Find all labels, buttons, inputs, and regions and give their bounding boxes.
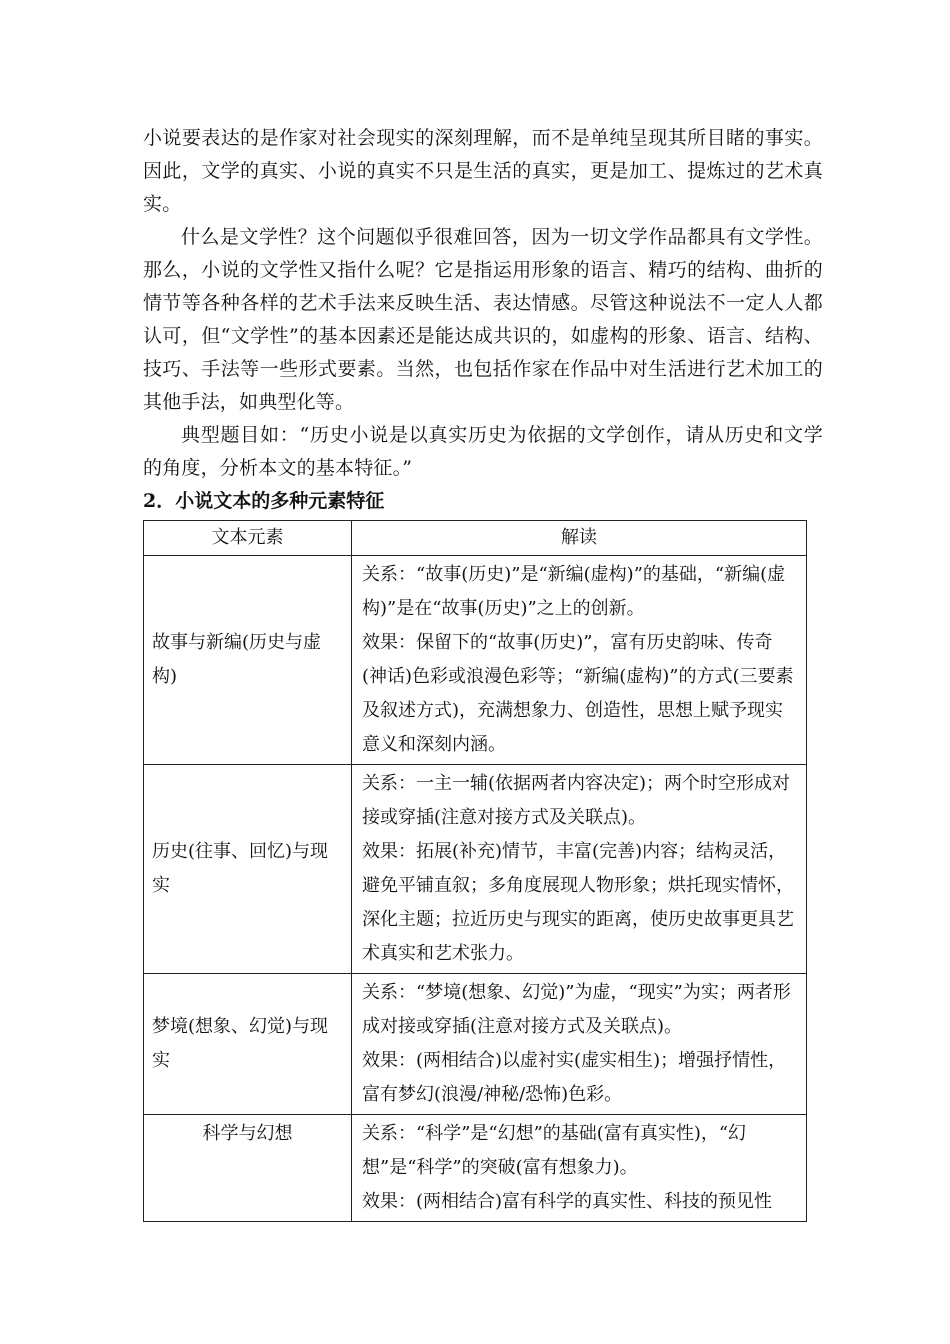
header-element: 文本元素 (144, 521, 352, 556)
element-cell: 梦境(想象、幻觉)与现实 (144, 974, 352, 1115)
effect-text: 效果：(两相结合)富有科学的真实性、科技的预见性 (362, 1191, 773, 1212)
element-cell: 科学与幻想 (144, 1115, 352, 1222)
interpretation-cell (352, 1115, 807, 1222)
table-row (144, 556, 807, 765)
table-row (144, 765, 807, 974)
effect-text: 效果：保留下的“故事(历史)”，富有历史韵味、传奇(神话)色彩或浪漫色彩等；“新编(虚构)”的方式(三要素及叙述方式)，充满想象力、创造性，思想上赋予现实意义和深刻内涵。 (362, 632, 794, 755)
elements-table (143, 520, 807, 1222)
header-interpretation: 解读 (352, 521, 807, 556)
effect-text: 效果：拓展(补充)情节，丰富(完善)内容；结构灵活，避免平铺直叙；多角度展现人物形象；烘托现实情怀，深化主题；拉近历史与现实的距离，使历史故事更具艺术真实和艺术张力。 (362, 841, 794, 964)
interpretation-cell (352, 556, 807, 765)
relation-text: 关系：一主一辅(依据两者内容决定)；两个时空形成对接或穿插(注意对接方式及关联点)。 (362, 773, 791, 828)
interpretation-cell (352, 765, 807, 974)
paragraph-typical-question: 典型题目如：“历史小说是以真实历史为依据的文学创作，请从历史和文学的角度，分析本文的基本特征。” (143, 424, 823, 479)
element-cell: 故事与新编(历史与虚构) (144, 556, 352, 765)
section-heading: 2．小说文本的多种元素特征 (143, 490, 385, 512)
interpretation-cell (352, 974, 807, 1115)
effect-text: 效果：(两相结合)以虚衬实(虚实相生)；增强抒情性，富有梦幻(浪漫/神秘/恐怖)色彩。 (362, 1050, 787, 1105)
relation-text: 关系：“故事(历史)”是“新编(虚构)”的基础，“新编(虚构)”是在“故事(历史)”之上的创新。 (362, 564, 786, 619)
relation-text: 关系：“梦境(想象、幻觉)”为虚，“现实”为实；两者形成对接或穿插(注意对接方式及关联点)。 (362, 982, 791, 1037)
table-header-row (144, 521, 807, 556)
element-cell: 历史(往事、回忆)与现实 (144, 765, 352, 974)
relation-text: 关系：“科学”是“幻想”的基础(富有真实性)，“幻想”是“科学”的突破(富有想象力)。 (362, 1123, 747, 1178)
paragraph-literariness: 什么是文学性？这个问题似乎很难回答，因为一切文学作品都具有文学性。那么，小说的文学性又指什么呢？它是指运用形象的语言、精巧的结构、曲折的情节等各种各样的艺术手法来反映生活、表达情感。尽管这种说法不一定人人都认可，但“文学性”的基本因素还是能达成共识的，如虚构的形象、语言、结构、技巧、手法等一些形式要素。当然，也包括作家在作品中对生活进行艺术加工的其他手法，如典型化等。 (143, 226, 823, 413)
paragraph-art-truth: 小说要表达的是作家对社会现实的深刻理解，而不是单纯呈现其所目睹的事实。因此，文学的真实、小说的真实不只是生活的真实，更是加工、提炼过的艺术真实。 (143, 127, 823, 215)
table-row (144, 1115, 807, 1222)
table-row (144, 974, 807, 1115)
